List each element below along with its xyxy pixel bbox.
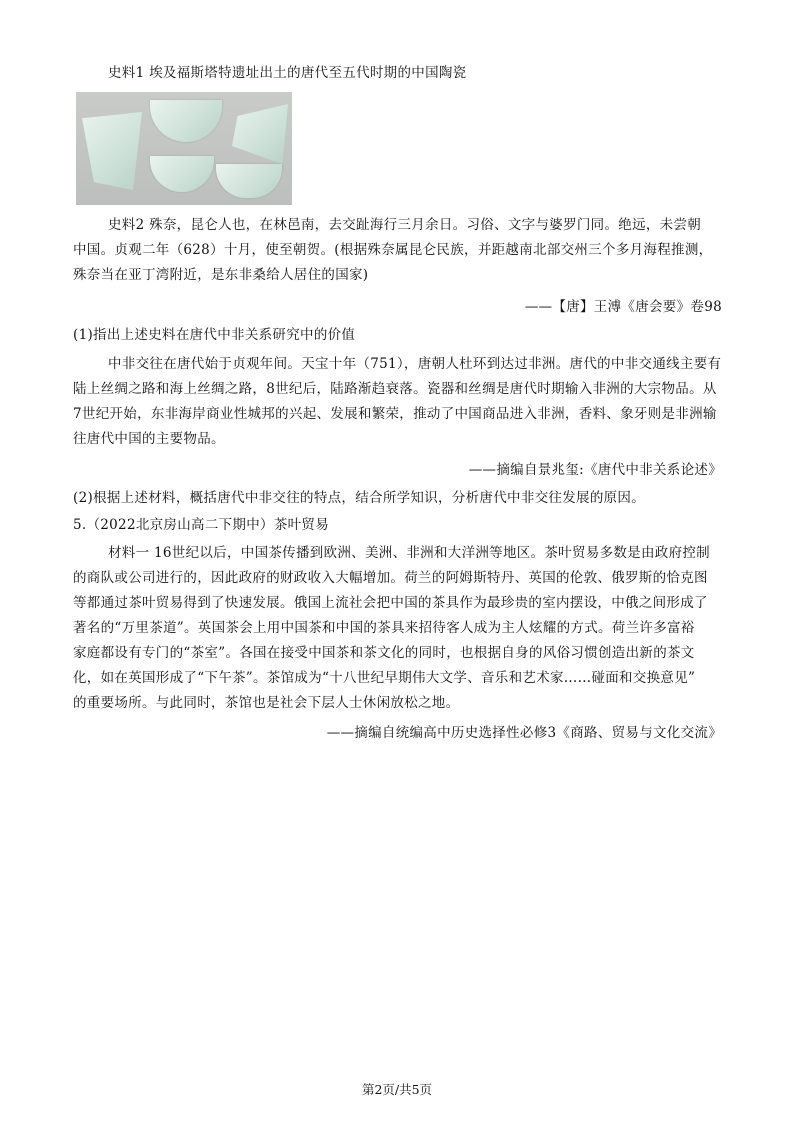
material1-citation: ——摘编自统编高中历史选择性必修3《商路、贸易与文化交流》 — [326, 725, 722, 741]
material1-line: 材料一 16世纪以后，中国茶传播到欧洲、美洲、非洲和大洋洲等地区。茶叶贸易多数是由政府控制 — [108, 545, 710, 561]
material-line: 中非交往在唐代始于贞观年间。天宝十年（751），唐朝人杜环到达过非洲。唐代的中非交通线主要有 — [108, 356, 722, 372]
material1-line: 等都通过茶叶贸易得到了快速发展。俄国上流社会把中国的茶具作为最珍贵的室内摆设，中俄之间形成了 — [73, 595, 708, 611]
sherd-shape — [232, 104, 288, 164]
material-line: 往唐代中国的主要物品。 — [73, 431, 225, 447]
material-citation: ——摘编自景兆玺:《唐代中非关系论述》 — [468, 462, 722, 478]
material1-line: 的重要场所。与此同时，茶馆也是社会下层人士休闲放松之地。 — [73, 695, 460, 711]
source2-line: 史料2 殊奈，昆仑人也，在林邑南，去交趾海行三月余日。习俗、文字与婆罗门同。绝远，未尝朝 — [108, 217, 702, 233]
material1-line: 家庭都设有专门的“茶室”。各国在接受中国茶和茶文化的同时，也根据自身的风俗习惯创造出新的茶文 — [73, 645, 695, 661]
source2-citation: ——【唐】王溥《唐会要》卷98 — [524, 299, 722, 315]
page-footer: 第2页/共5页 — [361, 1082, 433, 1097]
sherd-shape — [150, 100, 222, 142]
material1-line: 的商队或公司进行的，因此政府的财政收入大幅增加。荷兰的阿姆斯特丹、英国的伦敦、俄罗斯的恰克图 — [73, 570, 708, 586]
porcelain-shards-photo — [76, 92, 292, 205]
material-line: 7世纪开始，东非海岸商业性城邦的兴起、发展和繁荣，推动了中国商品进入非洲，香料、象牙则是非洲输 — [73, 406, 717, 422]
material1-line: 著名的“万里茶道”。英国茶会上用中国茶和中国的茶具来招待客人成为主人炫耀的方式。荷兰许多富裕 — [73, 620, 695, 636]
sherd-shape — [82, 112, 142, 190]
source2-line: 中国。贞观二年（628）十月，使至朝贺。(根据殊奈属昆仑民族，并距越南北部交州三个多月海程推测， — [73, 242, 713, 258]
question-1: (1)指出上述史料在唐代中非关系研究中的价值 — [73, 327, 356, 343]
material-line: 陆上丝绸之路和海上丝绸之路，8世纪后，陆路渐趋衰落。瓷器和丝绸是唐代时期输入非洲的大宗物品。从 — [73, 381, 717, 397]
source1-caption: 史料1 埃及福斯塔特遗址出土的唐代至五代时期的中国陶瓷 — [108, 65, 467, 81]
material1-line: 化，如在英国形成了“下午茶”。茶馆成为“十八世纪早期伟大文学、音乐和艺术家……碰面和交换意见” — [73, 670, 696, 686]
source2-line: 殊奈当在亚丁湾附近，是东非桑给人居住的国家) — [73, 267, 369, 283]
problem-5-heading: 5.（2022北京房山高二下期中）茶叶贸易 — [73, 517, 330, 533]
sherd-shape — [216, 164, 282, 198]
sherd-shape — [150, 156, 214, 192]
question-2: (2)根据上述材料，概括唐代中非交往的特点，结合所学知识，分析唐代中非交往发展的原因。 — [73, 490, 646, 506]
